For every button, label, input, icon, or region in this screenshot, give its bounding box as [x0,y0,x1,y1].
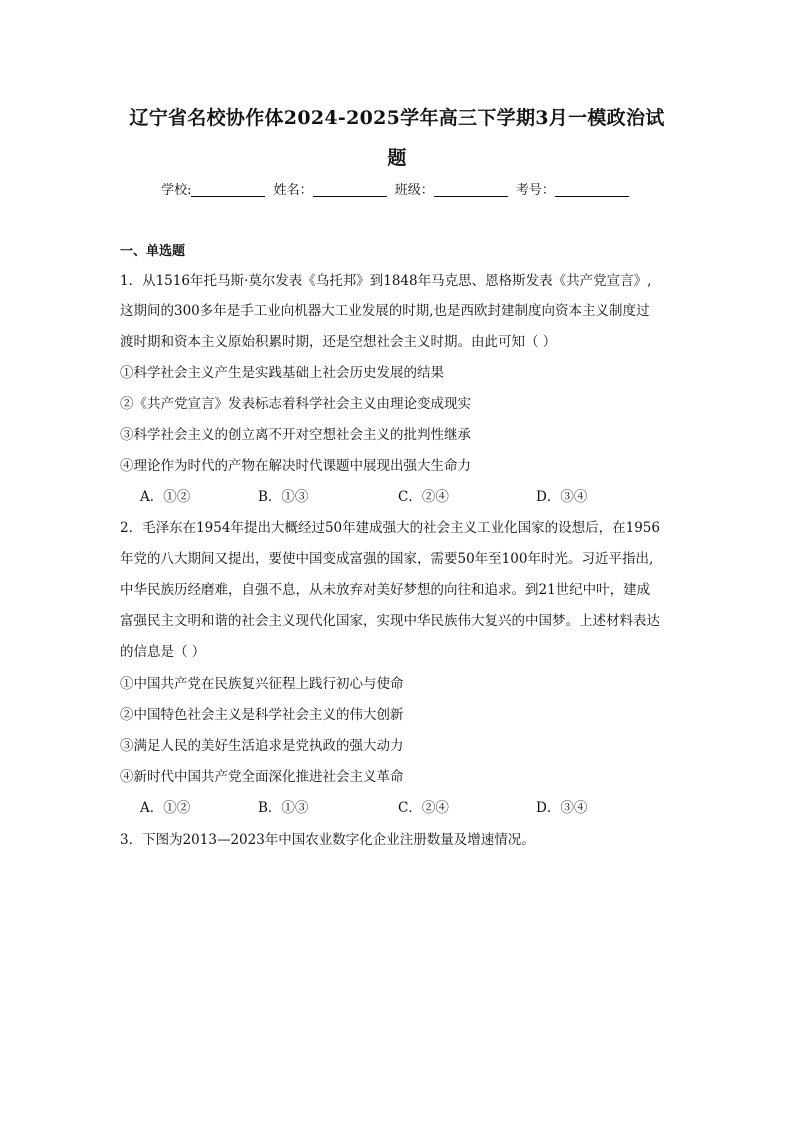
q2-line-4: 富强民主文明和谐的社会主义现代化国家，实现中华民族伟大复兴的中国梦。上述材料表达 [120,613,660,629]
school-blank[interactable] [191,182,265,197]
q1-statement-2: ②《共产党宣言》发表标志着科学社会主义由理论变成现实 [120,396,471,412]
exam-title-line1: 辽宁省名校协作体2024-2025学年高三下学期3月一模政治试 [129,107,665,129]
section-heading: 一、单选题 [120,244,186,259]
student-info-row [0,182,794,200]
q2-options [140,799,660,817]
q2-line-5: 的信息是（ ） [120,644,206,660]
q2-statement-1: ①中国共产党在民族复兴征程上践行初心与使命 [120,676,404,692]
class-label: 班级： [394,183,434,198]
q1-statement-4: ④理论作为时代的产物在解决时代课题中展现出强大生命力 [120,458,471,474]
q2-option-a[interactable]: A．①② [140,800,191,816]
q3-line-1: 3．下图为2013—2023年中国农业数字化企业注册数量及增速情况。 [120,832,535,848]
q1-statement-1: ①科学社会主义产生是实践基础上社会历史发展的结果 [120,365,444,381]
q2-statement-3: ③满足人民的美好生活追求是党执政的强大动力 [120,738,404,754]
q1-line-2: 这期间的300多年是手工业向机器大工业发展的时期,也是西欧封建制度向资本主义制度过 [120,303,650,319]
q2-option-d[interactable]: D．③④ [536,800,588,816]
school-label: 学校: [161,183,192,198]
exam-number-blank[interactable] [555,182,629,197]
q2-statement-2: ②中国特色社会主义是科学社会主义的伟大创新 [120,707,404,723]
q1-option-c[interactable]: C．②④ [398,489,449,505]
q1-line-3: 渡时期和资本主义原始积累时期，还是空想社会主义时期。由此可知（ ） [120,334,557,350]
q1-line-1: 1．从1516年托马斯·莫尔发表《乌托邦》到1848年马克思、恩格斯发表《共产党宣言》, [120,273,652,289]
name-label: 姓名： [273,183,313,198]
q1-option-b[interactable]: B．①③ [258,489,309,505]
q2-line-2: 年党的八大期间又提出，要使中国变成富强的国家，需要50年至100年时光。习近平指出, [120,551,654,567]
q1-option-a[interactable]: A．①② [140,489,191,505]
q1-option-d[interactable]: D．③④ [536,489,588,505]
q1-options [140,488,660,506]
q2-option-c[interactable]: C．②④ [398,800,449,816]
q2-line-3: 中华民族历经磨难，自强不息，从未放弃对美好梦想的向往和追求。到21世纪中叶，建成 [120,582,651,598]
exam-title-line2: 题 [387,147,407,169]
q2-statement-4: ④新时代中国共产党全面深化推进社会主义革命 [120,769,404,785]
name-blank[interactable] [313,182,387,197]
exam-number-label: 考号： [515,183,555,198]
q2-line-1: 2．毛泽东在1954年提出大概经过50年建成强大的社会主义工业化国家的设想后，在1956 [120,520,660,536]
class-blank[interactable] [434,182,508,197]
q2-option-b[interactable]: B．①③ [258,800,309,816]
q1-statement-3: ③科学社会主义的创立离不开对空想社会主义的批判性继承 [120,427,471,443]
